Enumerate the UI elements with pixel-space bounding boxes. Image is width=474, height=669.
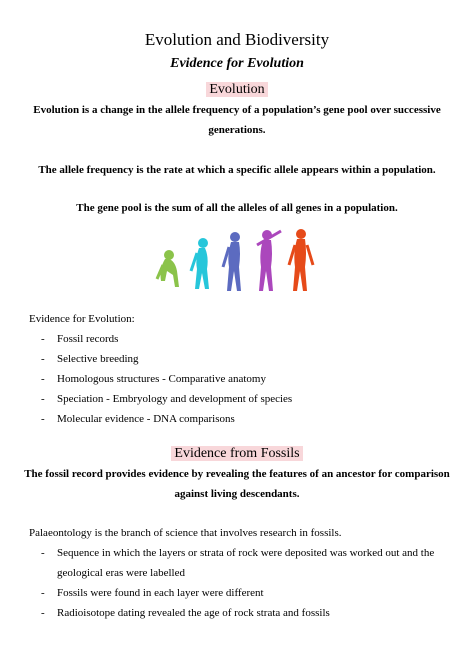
evolution-definition: Evolution is a change in the allele frequency of a population’s gene pool over successive generations. <box>33 104 441 136</box>
fossils-heading: Evidence from Fossils <box>171 446 302 461</box>
list-item: - Fossils were found in each layer were different <box>41 587 264 599</box>
page-subtitle: Evidence for Evolution <box>170 56 304 71</box>
allele-frequency-definition: The allele frequency is the rate at which a specific allele appears within a population. <box>38 164 436 176</box>
fossil-record-statement: The fossil record provides evidence by revealing the features of an ancestor for comparison against living descendants. <box>24 468 450 500</box>
list-item: - Fossil records <box>41 333 119 345</box>
page-title: Evolution and Biodiversity <box>144 30 330 49</box>
human-evolution-illustration <box>155 225 325 295</box>
fossils-heading-wrap <box>0 444 474 462</box>
gene-pool-definition: The gene pool is the sum of all the alleles of all genes in a population. <box>76 202 398 214</box>
evidence-list <box>29 329 292 429</box>
evolution-heading-wrap <box>0 80 474 98</box>
homo-erectus-figure-icon <box>223 232 241 291</box>
list-item: - Homologous structures - Comparative anatomy <box>41 373 266 385</box>
evidence-list-label: Evidence for Evolution: <box>29 313 135 325</box>
list-item: - Sequence in which the layers or strata of rock were deposited was worked out and the geological eras were labelled <box>41 547 435 579</box>
list-item: - Molecular evidence - DNA comparisons <box>41 413 235 425</box>
neanderthal-figure-icon <box>257 230 281 291</box>
palaeontology-definition: Palaeontology is the branch of science that involves research in fossils. <box>29 527 342 539</box>
list-item: - Radioisotope dating revealed the age of rock strata and fossils <box>41 607 330 619</box>
early-hominid-figure-icon <box>191 238 209 289</box>
fossil-evidence-list <box>29 543 449 623</box>
evolution-heading: Evolution <box>206 82 267 97</box>
list-item: - Speciation - Embryology and development of species <box>41 393 293 405</box>
list-item: - Selective breeding <box>41 353 139 365</box>
modern-human-figure-icon <box>289 229 313 291</box>
ape-figure-icon <box>157 250 179 287</box>
